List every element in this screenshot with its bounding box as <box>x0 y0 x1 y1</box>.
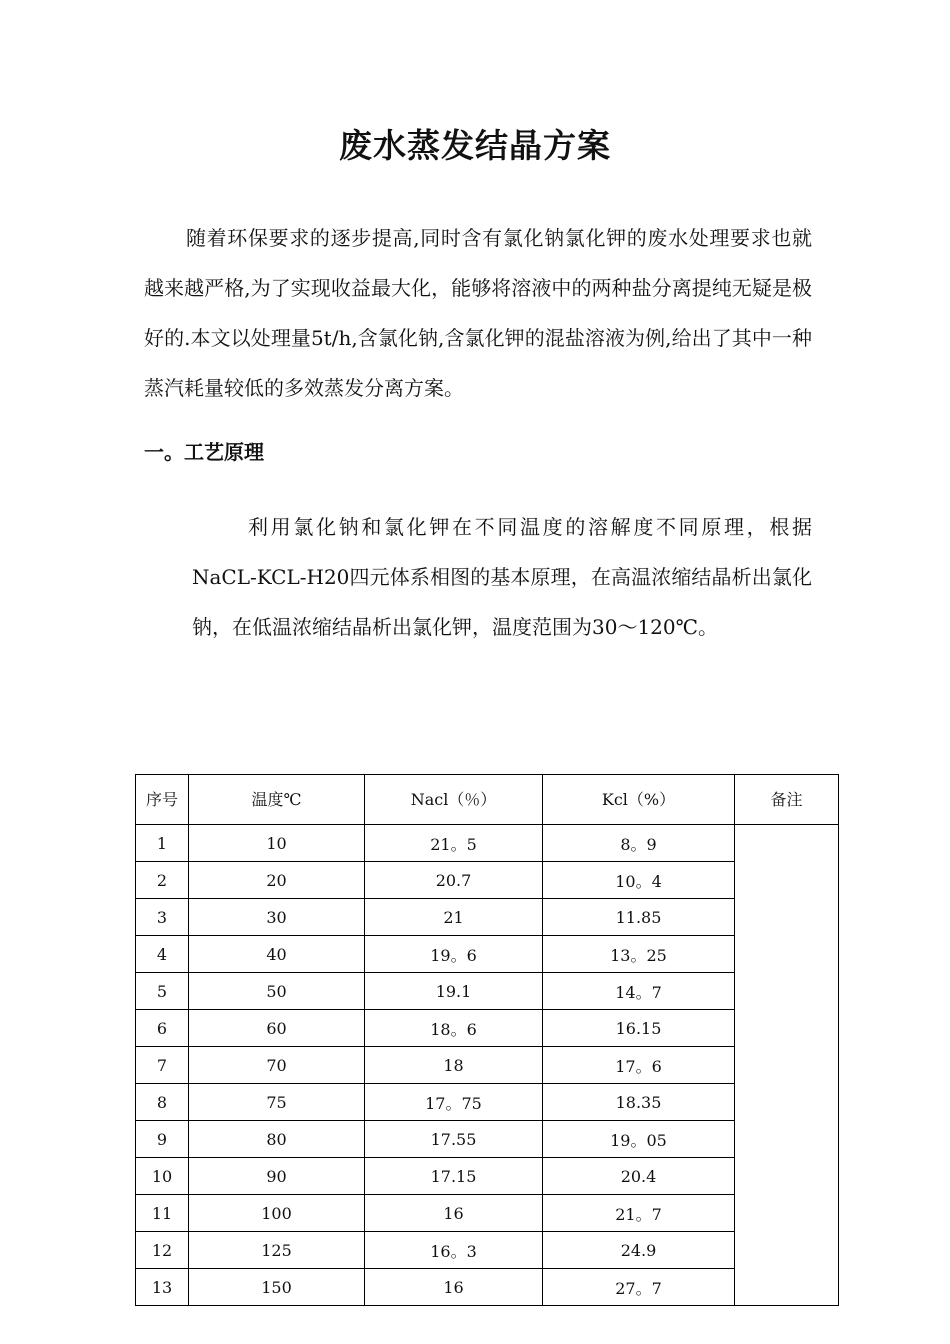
table-row <box>136 1195 839 1232</box>
cell-kcl: 19。05 <box>543 1121 735 1158</box>
table-row <box>136 1158 839 1195</box>
table-row <box>136 862 839 899</box>
header-temperature: 温度℃ <box>189 775 365 825</box>
cell-serial-number: 3 <box>136 899 189 936</box>
section-heading-process-principle: 一。工艺原理 <box>144 440 264 464</box>
cell-temperature: 70 <box>189 1047 365 1084</box>
header-nacl: Nacl（％） <box>365 775 543 825</box>
cell-temperature: 20 <box>189 862 365 899</box>
cell-nacl: 16。3 <box>365 1232 543 1269</box>
cell-nacl: 18 <box>365 1047 543 1084</box>
cell-nacl: 16 <box>365 1269 543 1306</box>
cell-temperature: 80 <box>189 1121 365 1158</box>
cell-temperature: 150 <box>189 1269 365 1306</box>
table-row <box>136 825 839 862</box>
document-title: 废水蒸发结晶方案 <box>339 126 611 165</box>
table-row <box>136 1121 839 1158</box>
cell-temperature: 125 <box>189 1232 365 1269</box>
table-row <box>136 899 839 936</box>
cell-nacl: 17。75 <box>365 1084 543 1121</box>
cell-kcl: 27。7 <box>543 1269 735 1306</box>
cell-kcl: 13。25 <box>543 936 735 973</box>
cell-serial-number: 2 <box>136 862 189 899</box>
cell-serial-number: 7 <box>136 1047 189 1084</box>
cell-serial-number: 9 <box>136 1121 189 1158</box>
table-row <box>136 1084 839 1121</box>
cell-nacl: 18。6 <box>365 1010 543 1047</box>
cell-kcl: 24.9 <box>543 1232 735 1269</box>
cell-temperature: 90 <box>189 1158 365 1195</box>
cell-kcl: 18.35 <box>543 1084 735 1121</box>
cell-kcl: 17。6 <box>543 1047 735 1084</box>
process-principle-paragraph: 利用氯化钠和氯化钾在不同温度的溶解度不同原理，根据NaCL-KCL-H20四元体系相图的基本原理，在高温浓缩结晶析出氯化钠，在低温浓缩结晶析出氯化钾，温度范围为30～120℃。 <box>192 515 812 639</box>
table-header-row <box>136 775 839 825</box>
table-row <box>136 1047 839 1084</box>
cell-nacl: 17.55 <box>365 1121 543 1158</box>
cell-serial-number: 12 <box>136 1232 189 1269</box>
cell-nacl: 21 <box>365 899 543 936</box>
cell-serial-number: 10 <box>136 1158 189 1195</box>
cell-nacl: 17.15 <box>365 1158 543 1195</box>
cell-temperature: 30 <box>189 899 365 936</box>
cell-serial-number: 1 <box>136 825 189 862</box>
cell-temperature: 100 <box>189 1195 365 1232</box>
cell-serial-number: 13 <box>136 1269 189 1306</box>
cell-nacl: 19。6 <box>365 936 543 973</box>
table-row <box>136 1269 839 1306</box>
cell-serial-number: 4 <box>136 936 189 973</box>
cell-serial-number: 11 <box>136 1195 189 1232</box>
cell-nacl: 16 <box>365 1195 543 1232</box>
cell-kcl: 11.85 <box>543 899 735 936</box>
cell-kcl: 20.4 <box>543 1158 735 1195</box>
cell-nacl: 20.7 <box>365 862 543 899</box>
cell-serial-number: 8 <box>136 1084 189 1121</box>
cell-kcl: 10。4 <box>543 862 735 899</box>
cell-temperature: 40 <box>189 936 365 973</box>
cell-nacl: 19.1 <box>365 973 543 1010</box>
cell-temperature: 50 <box>189 973 365 1010</box>
cell-temperature: 60 <box>189 1010 365 1047</box>
table-row <box>136 1010 839 1047</box>
cell-serial-number: 6 <box>136 1010 189 1047</box>
header-note: 备注 <box>735 775 839 825</box>
cell-kcl: 16.15 <box>543 1010 735 1047</box>
cell-nacl: 21。5 <box>365 825 543 862</box>
cell-kcl: 14。7 <box>543 973 735 1010</box>
table-row <box>136 936 839 973</box>
cell-kcl: 21。7 <box>543 1195 735 1232</box>
cell-note <box>735 825 839 1306</box>
cell-temperature: 75 <box>189 1084 365 1121</box>
header-kcl: Kcl（%） <box>543 775 735 825</box>
solubility-table <box>135 774 839 1306</box>
header-serial-number: 序号 <box>136 775 189 825</box>
table-row <box>136 1232 839 1269</box>
cell-serial-number: 5 <box>136 973 189 1010</box>
table-row <box>136 973 839 1010</box>
intro-paragraph: 随着环保要求的逐步提高,同时含有氯化钠氯化钾的废水处理要求也就越来越严格,为了实现收益最大化，能够将溶液中的两种盐分离提纯无疑是极好的.本文以处理量5t/h,含氯化钠,含氯化钾的混盐溶液为例,给出了其中一种蒸汽耗量较低的多效蒸发分离方案。 <box>144 226 812 400</box>
cell-temperature: 10 <box>189 825 365 862</box>
cell-kcl: 8。9 <box>543 825 735 862</box>
